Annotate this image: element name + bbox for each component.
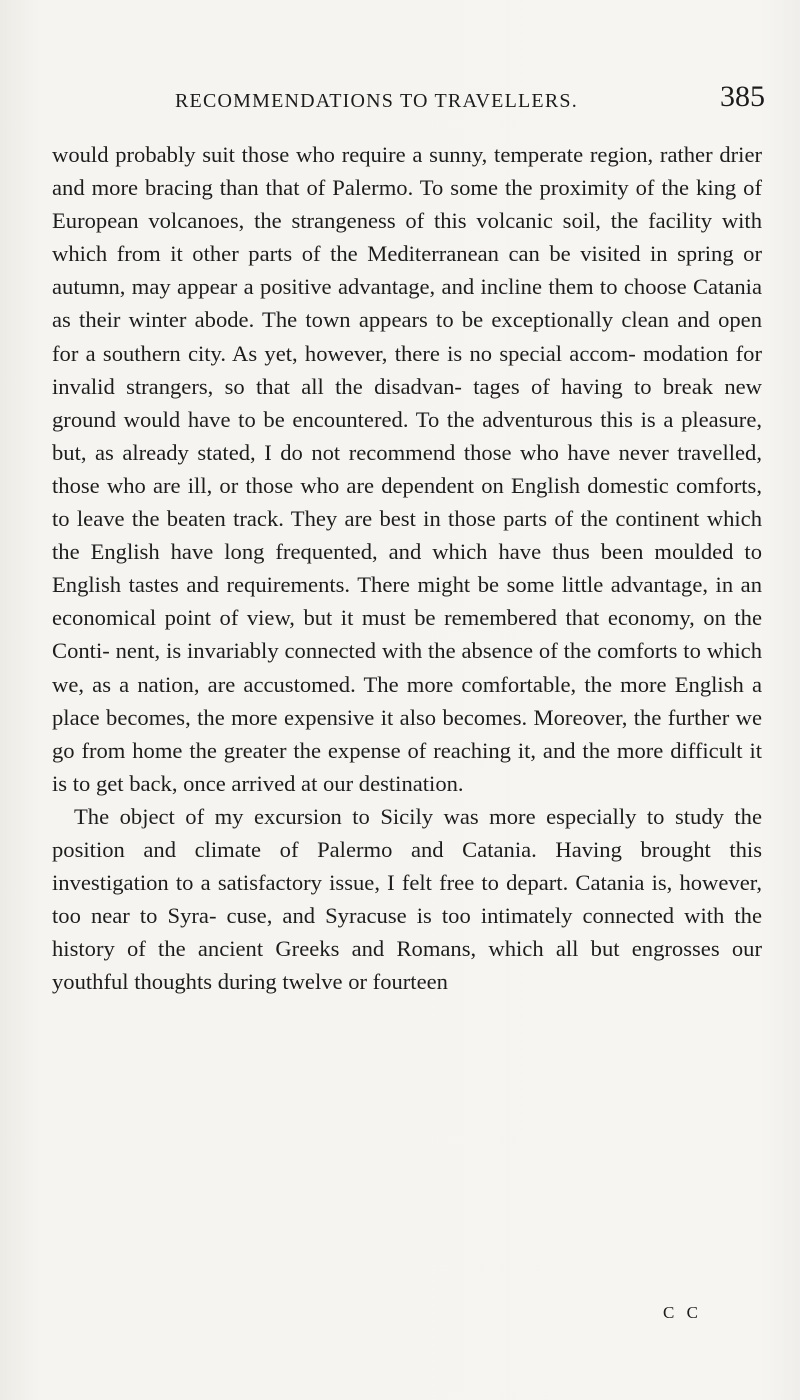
page-header: [175, 80, 765, 140]
running-head: RECOMMENDATIONS TO TRAVELLERS.: [175, 90, 578, 112]
paragraph: The object of my excursion to Sicily was more especially to study the position and climate of Palermo and Catania. Having brought this investigation to a satisfactory issue, I felt free to depart. Catania is, however, too near to Syra- cuse, and Syracuse is too intimately connected with the history of the ancient Greeks and Romans, which all but engrosses our youthful thoughts during twelve or fourteen: [52, 803, 762, 995]
page-number: 385: [720, 80, 765, 113]
body-text: [52, 138, 762, 998]
paragraph: would probably suit those who require a sunny, temperate region, rather drier and more bracing than that of Palermo. To some the proximity of the king of European volcanoes, the strangeness of this volcanic soil, the facility with which from it other parts of the Mediterranean can be visited in spring or autumn, may appear a positive advantage, and incline them to choose Catania as their winter abode. The town appears to be exceptionally clean and open for a southern city. As yet, however, there is no special accom- modation for invalid strangers, so that all the disadvan- tages of having to break new ground would have to be encountered. To the adventurous this is a pleasure, but, as already stated, I do not recommend those who have never travelled, those who are ill, or those who are dependent on English domestic comforts, to leave the beaten track. They are best in those parts of the continent which the English have long frequented, and which have thus been moulded to English tastes and requirements. There might be some little advantage, in an economical point of view, but it must be remembered that economy, on the Conti- nent, is invariably connected with the absence of the comforts to which we, as a nation, are accustomed. The more comfortable, the more English a place becomes, the more expensive it also becomes. Moreover, the further we go from home the greater the expense of reaching it, and the more difficult it is to get back, once arrived at our destination.: [52, 142, 762, 796]
signature-mark: C C: [663, 1303, 702, 1322]
